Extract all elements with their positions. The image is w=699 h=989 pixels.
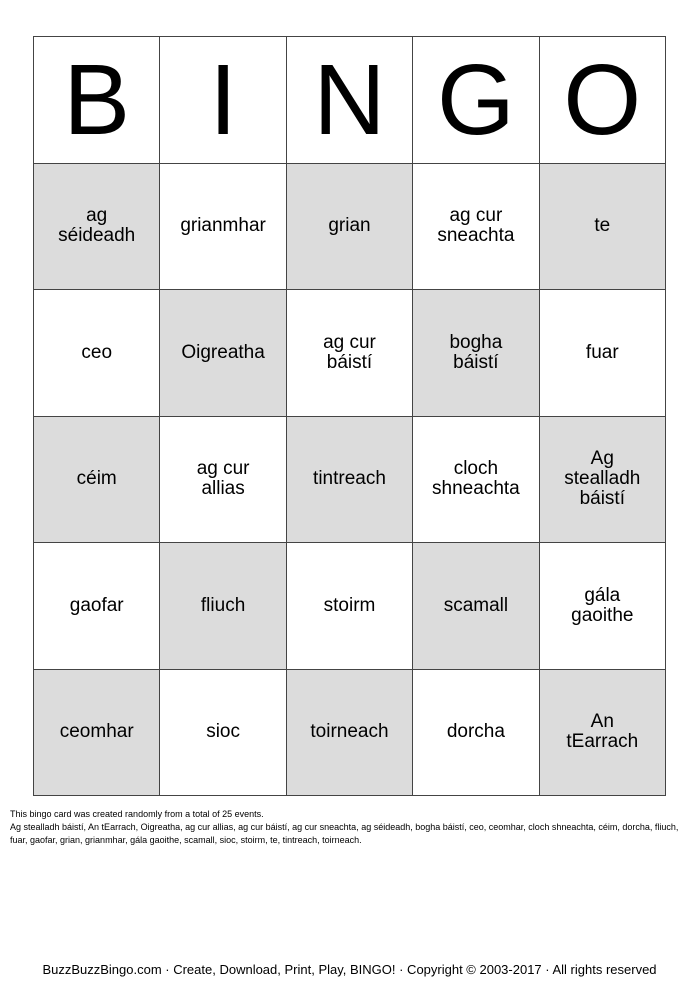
header-letter: B — [34, 37, 160, 164]
header-letter: O — [540, 37, 666, 164]
bingo-cell: gaofar — [34, 543, 160, 670]
bingo-cell: ag cur allias — [160, 417, 286, 544]
bingo-cell: céim — [34, 417, 160, 544]
bingo-cell: Oigreatha — [160, 290, 286, 417]
bingo-cell: ceo — [34, 290, 160, 417]
bingo-card — [33, 36, 666, 796]
bingo-cell: grian — [287, 164, 413, 291]
bingo-cell: bogha báistí — [413, 290, 539, 417]
bingo-cell: scamall — [413, 543, 539, 670]
header-letter: I — [160, 37, 286, 164]
bingo-cell: grianmhar — [160, 164, 286, 291]
bingo-cell: ag cur sneachta — [413, 164, 539, 291]
bingo-cell: gála gaoithe — [540, 543, 666, 670]
bingo-cell: stoirm — [287, 543, 413, 670]
card-note — [10, 808, 690, 847]
header-letter: N — [287, 37, 413, 164]
note-summary: This bingo card was created randomly from a total of 25 events. — [10, 809, 264, 819]
bingo-cell: te — [540, 164, 666, 291]
footer-copyright: BuzzBuzzBingo.com · Create, Download, Print, Play, BINGO! · Copyright © 2003-2017 · All rights reserved — [42, 962, 657, 977]
bingo-cell: fuar — [540, 290, 666, 417]
bingo-cell: dorcha — [413, 670, 539, 797]
header-letter: G — [413, 37, 539, 164]
bingo-cell: sioc — [160, 670, 286, 797]
bingo-cell: ceomhar — [34, 670, 160, 797]
bingo-cell: cloch shneachta — [413, 417, 539, 544]
bingo-cell: tintreach — [287, 417, 413, 544]
bingo-cell: toirneach — [287, 670, 413, 797]
bingo-cell: An tEarrach — [540, 670, 666, 797]
bingo-cell: fliuch — [160, 543, 286, 670]
bingo-cell: ag séideadh — [34, 164, 160, 291]
bingo-cell: Ag stealladh báistí — [540, 417, 666, 544]
bingo-cell: ag cur báistí — [287, 290, 413, 417]
note-event-list: Ag stealladh báistí, An tEarrach, Oigreatha, ag cur allias, ag cur báistí, ag cur sneachta, ag séideadh, bogha báistí, ceo, ceomhar, cloch shneachta, céim, dorcha, fliuch, fuar, gaofar, grian, grianmhar, gála gaoithe, scamall, sioc, stoirm, te, tintreach, toirneach. — [10, 822, 679, 845]
